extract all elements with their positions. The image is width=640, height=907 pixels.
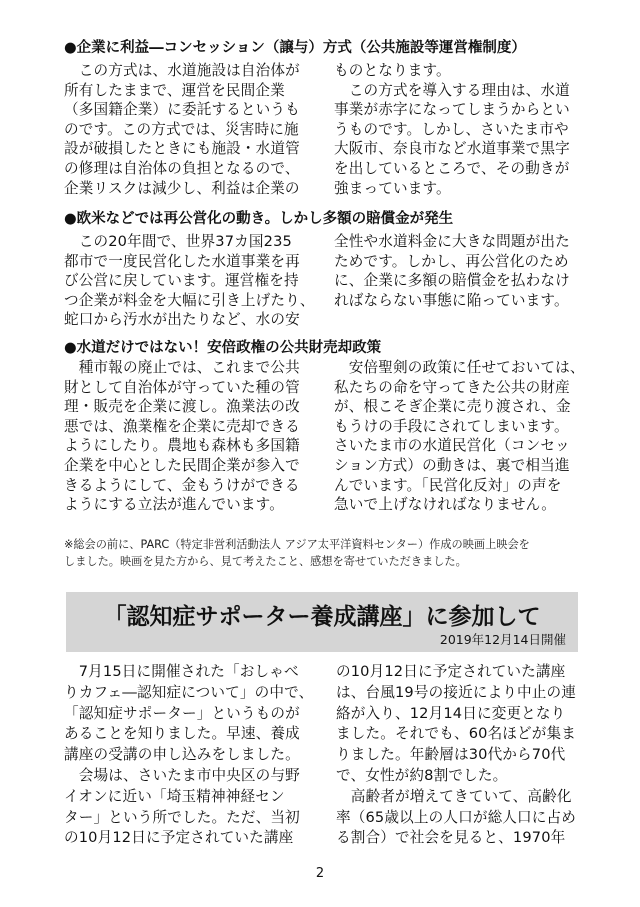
section-3-left-text: 種市報の廃止では、これまで公共 財として自治体が守っていた種の管 理・販売を企業に渡し。漁業法の改 悪では、漁業権を企業に売却できる ようにしたり。農地も森林も多国籍 企業を中心とした民間企業が参入で きるようにして、金もうけができる ようにする立法が進んでいます。 <box>64 359 300 514</box>
section-2-heading: ●欧米などでは再公営化の動き。しかし多額の賠償金が発生 <box>64 211 454 227</box>
section-2-left-text: この20年間で、世界37カ国235 都市で一度民営化した水道事業を再 び公営に戻しています。運営権を持 つ企業が料金を大幅に引き上げたり、 蛇口から汚水が出たりなど、水の安 <box>64 233 315 329</box>
article-right-text: の10月12日に予定されていた講座 は、台風19号の接近により中止の連 絡が入り、12月14日に変更となり ました。それでも、60名ほどが集ま りました。年齢層は30代から70代 で、女性が約8割でした。 高齢者が増えてきていて、高齢化 率（65歳以上の人口が総人口に占め る割合）で社会を見ると、1970年 <box>336 663 577 847</box>
section-1-left-text: この方式は、水道施設は自治体が 所有したままで、運営を民間企業 （多国籍企業）に委託するというも のです。この方式では、災害時に施 設が破損したときにも施設・水道管 の修理は自治体の負担となるので、 企業リスクは減少し、利益は企業の <box>64 62 300 197</box>
article-banner <box>66 592 578 652</box>
article-date: 2019年12月14日開催 <box>439 632 566 647</box>
screening-note: ※総会の前に、PARC（特定非営利活動法人 アジア太平洋資料センター）作成の映画上映会を しました。映画を見た方から、見て考えたこと、感想を寄せていただきました。 <box>64 538 530 568</box>
article-title: 「認知症サポーター養成講座」に参加して <box>103 604 541 630</box>
section-3-right-text: 安倍聖剣の政策に任せておいては、 私たちの命を守ってきた公共の財産 が、根こそぎ企業に売り渡され、金 もうけの手段にされてしまいます。 さいたま市の水道民営化（コンセッ ション方式）の動きは、裏で相当進 んでいます。「民営化反対」の声を 急いで上げなければなりません。 <box>334 359 585 514</box>
section-1-heading: ●企業に利益―コンセッション（譲与）方式（公共施設等運営権制度） <box>64 40 526 56</box>
section-3-heading: ●水道だけではない！安倍政権の公共財売却政策 <box>64 340 382 356</box>
article-left-text: 7月15日に開催された「おしゃべ りカフェ―認知症について」の中で、 「認知症サポーター」というものが あることを知りました。早速、養成 講座の受講の申し込みをしました。 会場は、さいたま市中央区の与野 イオンに近い「埼玉精神神経セン ター」という所でした。ただ、当初 の10月12日に予定されていた講座 <box>64 663 314 847</box>
page-number: 2 <box>315 866 325 881</box>
section-1-right-text: ものとなります。 この方式を導入する理由は、水道 事業が赤字になってしまうからとい うものです。しかし、さいたま市や 大阪市、奈良市など水道事業で黒字 を出しているところで、その動きが 強まっています。 <box>334 62 570 197</box>
section-2-right-text: 全性や水道料金に大きな問題が出た ためです。しかし、再公営化のため に、企業に多額の賠償金を払わなけ ればならない事態に陥っています。 <box>334 233 570 309</box>
